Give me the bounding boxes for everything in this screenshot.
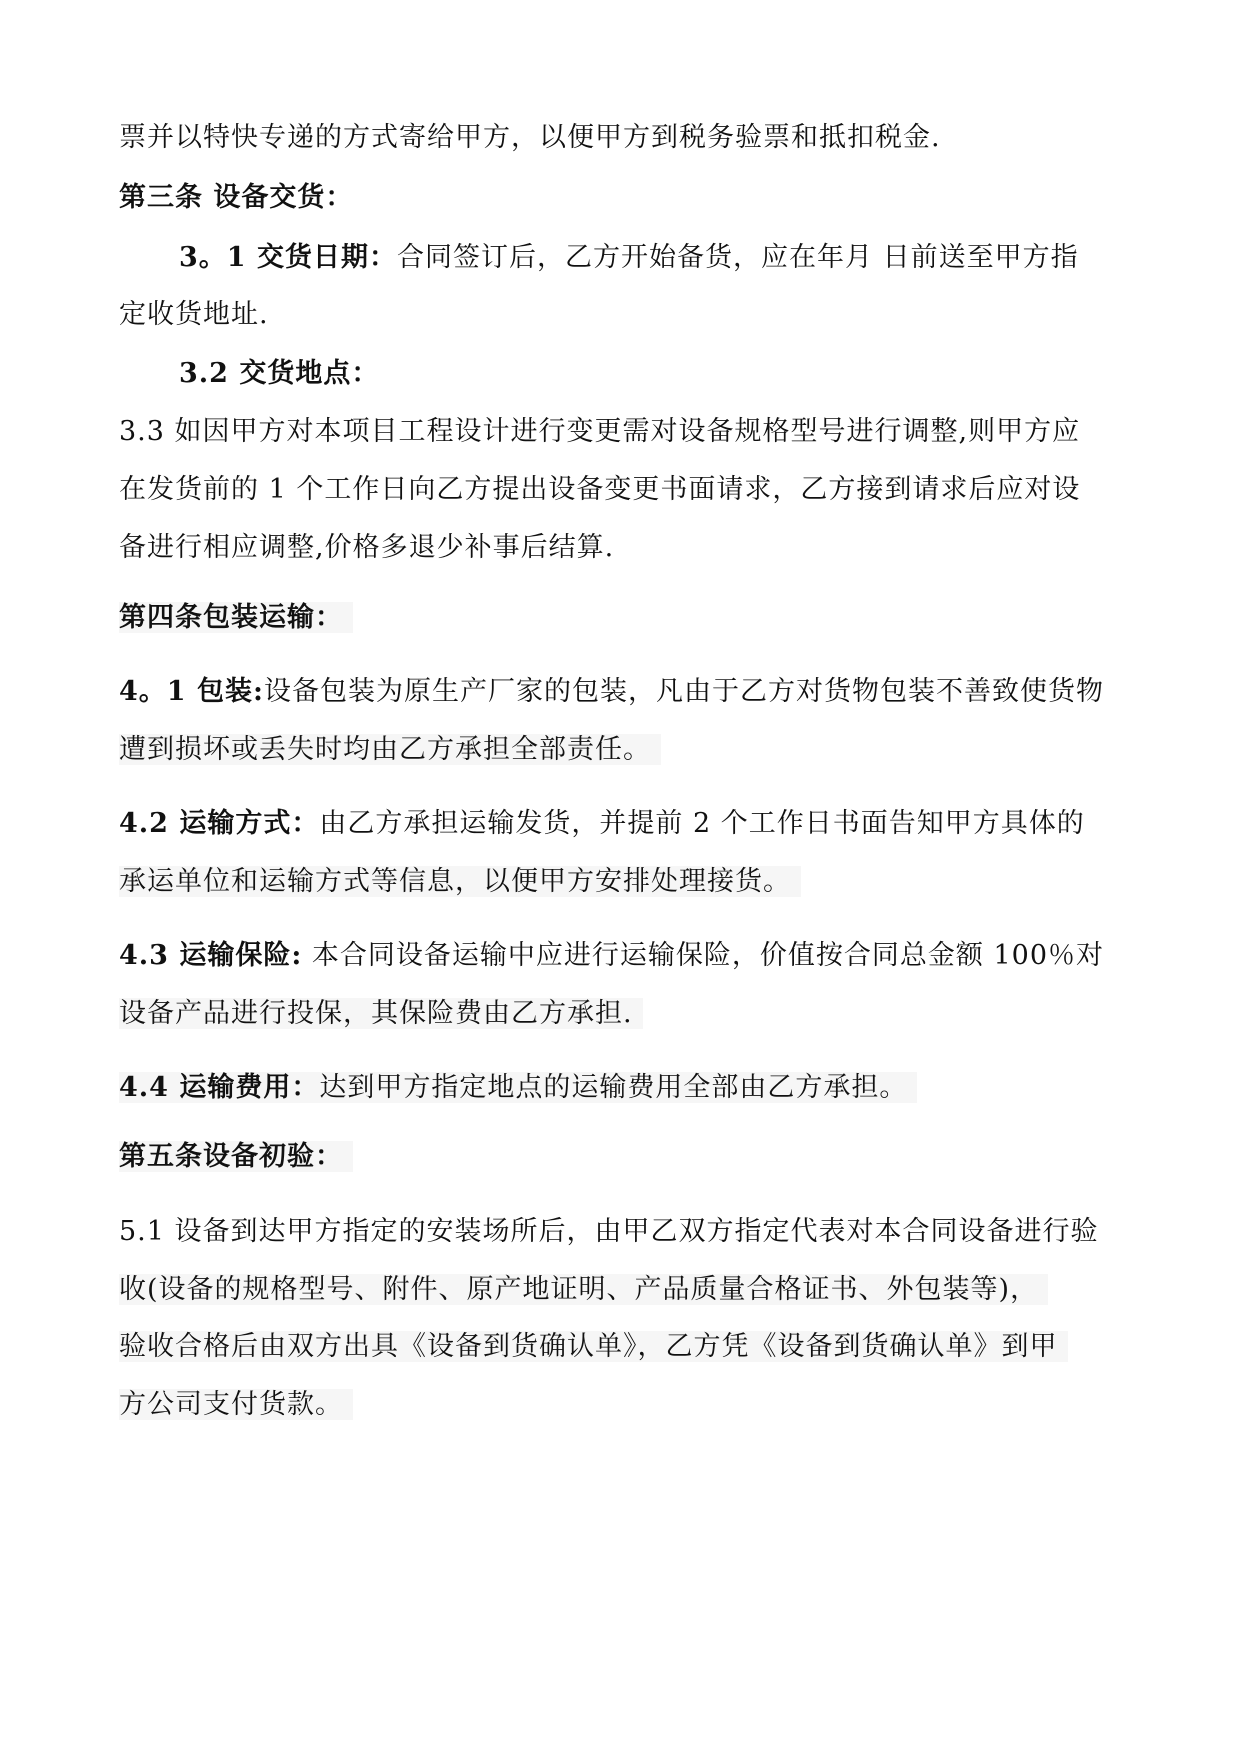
clause-3-1-cont: 定收货地址. [119, 299, 269, 330]
clause-4-4 [119, 1068, 1131, 1108]
clause-label: 3。1 交货日期： [179, 242, 397, 273]
clause-4-1-line2: 遭到损坏或丢失时均由乙方承担全部责任。 [119, 730, 1131, 770]
clause-label: 4.2 运输方式： [119, 808, 320, 839]
clause-5-1-line3: 验收合格后由双方出具《设备到货确认单》，乙方凭《设备到货确认单》到甲 [119, 1327, 1131, 1367]
clause-3-3-line2: 在发货前的 1 个工作日向乙方提出设备变更书面请求，乙方接到请求后应对设 [119, 474, 1081, 505]
clause-4-2-line1 [119, 804, 1131, 844]
clause-label: 4.3 运输保险: [119, 940, 303, 971]
text: 票并以特快专递的方式寄给甲方，以便甲方到税务验票和抵扣税金. [119, 122, 941, 153]
clause-3-3-line3: 备进行相应调整,价格多退少补事后结算. [119, 532, 615, 563]
article-4-heading: 第四条包装运输： [119, 598, 1131, 638]
clause-label: 4.4 运输费用： [119, 1072, 320, 1103]
article-5-heading: 第五条设备初验： [119, 1137, 1131, 1177]
clause-text: 达到甲方指定地点的运输费用全部由乙方承担。 [319, 1072, 908, 1103]
clause-3-3-line1: 3.3 如因甲方对本项目工程设计进行变更需对设备规格型号进行调整,则甲方应 [119, 416, 1081, 447]
clause-4-3-line2: 设备产品进行投保，其保险费由乙方承担. [119, 994, 1131, 1034]
clause-5-1-line4: 方公司支付货款。 [119, 1385, 1131, 1425]
paragraph-line [119, 118, 1131, 158]
clause-5-1-line2: 收(设备的规格型号、附件、原产地证明、产品质量合格证书、外包装等)， [119, 1270, 1131, 1310]
article-3-heading: 第三条 设备交货： [119, 182, 354, 213]
clause-4-2-line2: 承运单位和运输方式等信息，以便甲方安排处理接货。 [119, 862, 1131, 902]
clause-3-1 [179, 238, 1131, 278]
clause-4-3-line1 [119, 936, 1131, 976]
clause-text: 合同签订后，乙方开始备货，应在年月 日前送至甲方指 [396, 242, 1079, 273]
clause-label: 4。1 包装: [119, 676, 264, 707]
clause-text: 设备包装为原生产厂家的包装，凡由于乙方对货物包装不善致使货物 [263, 676, 1104, 707]
clause-4-1-line1 [119, 672, 1131, 712]
clause-3-2: 3.2 交货地点： [179, 358, 380, 389]
clause-text: 由乙方承担运输发货，并提前 2 个工作日书面告知甲方具体的 [319, 808, 1085, 839]
clause-5-1-line1: 5.1 设备到达甲方指定的安装场所后，由甲乙双方指定代表对本合同设备进行验 [119, 1216, 1099, 1247]
clause-text: 本合同设备运输中应进行运输保险，价值按合同总金额 100％对 [302, 940, 1105, 971]
